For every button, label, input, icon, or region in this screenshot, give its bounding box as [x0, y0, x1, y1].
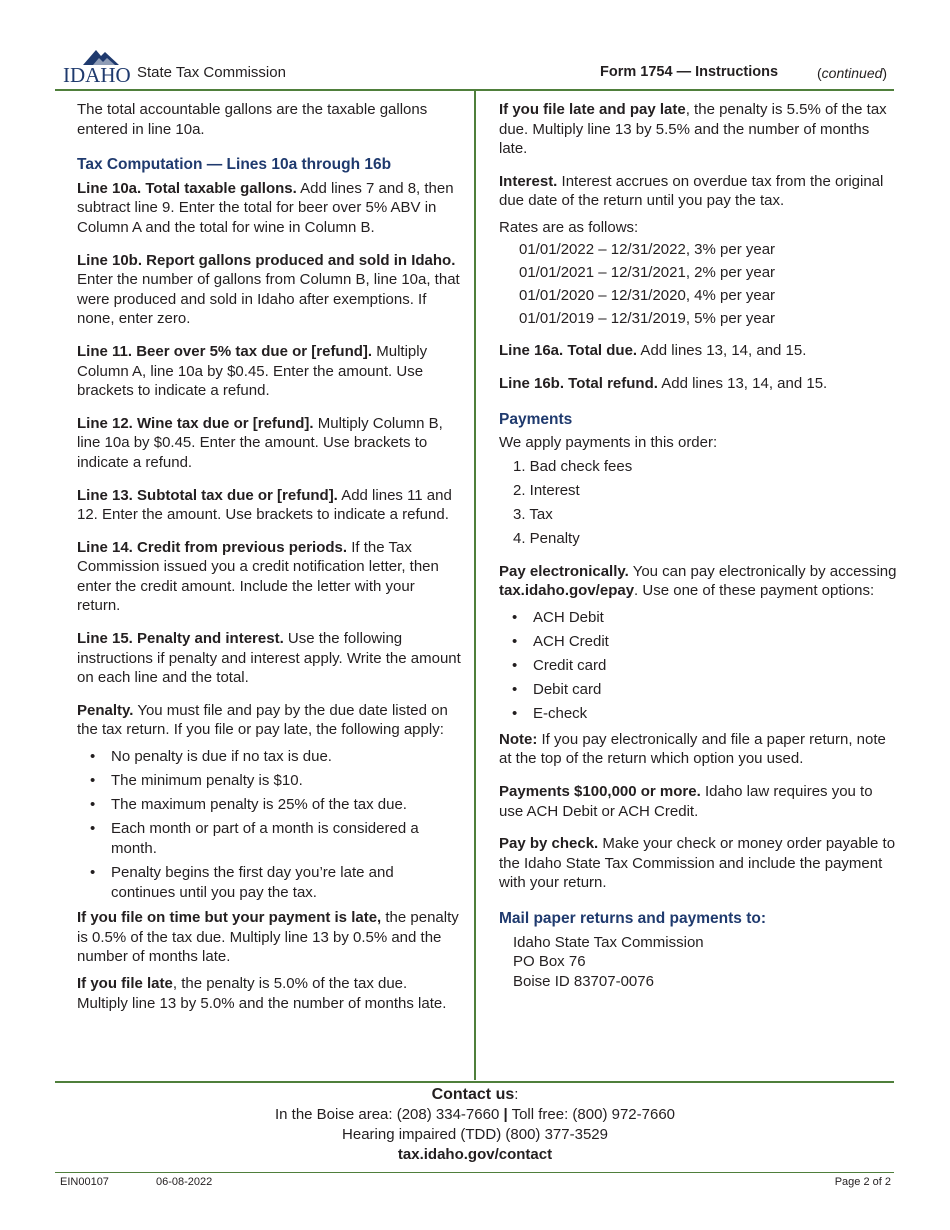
list-item: • E-check — [533, 704, 899, 724]
rate-row: 01/01/2021 – 12/31/2021, 2% per year — [519, 263, 776, 281]
list-item: • The maximum penalty is 25% of the tax due. — [111, 795, 462, 815]
list-item: • Penalty begins the first day you’re late and continues until you pay the tax. — [111, 863, 462, 902]
list-item: • Credit card — [533, 656, 899, 676]
list-item: • No penalty is due if no tax is due. — [111, 747, 462, 767]
note-paragraph: Note: If you pay electronically and file a paper return, note at the top of the return which option you used. — [499, 730, 886, 768]
bottom-rule — [55, 1081, 894, 1083]
line-16b: Line 16b. Total refund. Add lines 13, 14, and 15. — [499, 375, 828, 393]
file-and-pay-late: If you file late and pay late, the penalty is 5.5% of the tax due. Multiply line 13 by 5.5% and the number of months late. — [499, 101, 887, 158]
contact-phones: In the Boise area: (208) 334-7660 | Toll free: (800) 972-7660 — [274, 1106, 676, 1123]
payments-intro: We apply payments in this order: — [499, 434, 718, 452]
column-divider — [474, 90, 476, 1080]
tax-computation-heading: Tax Computation — Lines 10a through 16b — [77, 156, 392, 174]
page-header — [0, 0, 950, 90]
penalty-list — [77, 747, 462, 902]
contact-heading: Contact us: — [431, 1086, 519, 1103]
rates-intro: Rates are as follows: — [499, 218, 639, 236]
line-10a: Line 10a. Total taxable gallons. Add lines 7 and 8, then subtract line 9. Enter the total for beer over 5% ABV in Column A and the total for wine in Column B. — [77, 179, 454, 236]
epay-link: tax.idaho.gov/epay — [499, 582, 635, 600]
right-column — [499, 100, 899, 991]
ontime-late-payment: If you file on time but your payment is late, the penalty is 0.5% of the tax due. Multiply line 13 by 0.5% and the number of months late. — [77, 909, 459, 966]
continued-label: (continued) — [817, 65, 888, 81]
form-title: Form 1754 — Instructions — [600, 64, 779, 80]
mail-heading: Mail paper returns and payments to: — [499, 910, 766, 927]
payment-order-list — [499, 457, 899, 549]
line-12: Line 12. Wine tax due or [refund]. Multiply Column B, line 10a by $0.45. Enter the amount. Use brackets to indicate a refund. — [77, 414, 443, 471]
list-item: • ACH Credit — [533, 632, 899, 652]
list-item: • ACH Debit — [533, 608, 899, 628]
page-number: Page 2 of 2 — [834, 1176, 891, 1188]
rate-row: 01/01/2020 – 12/31/2020, 4% per year — [519, 286, 776, 304]
interest-paragraph: Interest. Interest accrues on overdue tax from the original due date of the return until you pay the tax. — [499, 172, 884, 210]
contact-block — [0, 1085, 950, 1165]
line-11: Line 11. Beer over 5% tax due or [refund]. Multiply Column A, line 10a by $0.45. Enter the amount. Use brackets to indicate a refund. — [77, 342, 428, 400]
left-column — [77, 100, 462, 1026]
pay-by-check: Pay by check. Make your check or money order payable to the Idaho State Tax Commission and include the payment with your return. — [499, 835, 896, 892]
idaho-logo — [63, 45, 143, 85]
payments-heading: Payments — [499, 410, 573, 428]
rates-list — [519, 240, 899, 329]
line-10b: Line 10b. Report gallons produced and sold in Idaho. Enter the number of gallons from Column B, line 10a, that were produced and sold in Idaho after exemptions. If none, enter zero. — [77, 251, 460, 328]
file-late: If you file late, the penalty is 5.0% of the tax due. Multiply line 13 by 5.0% and the number of months late. — [77, 974, 447, 1012]
list-item: • Each month or part of a month is considered a month. — [111, 819, 462, 858]
large-payments: Payments $100,000 or more. Idaho law requires you to use ACH Debit or ACH Credit. — [499, 783, 873, 820]
list-item: 3. Tax — [513, 506, 553, 523]
line-15: Line 15. Penalty and interest. Use the following instructions if penalty and interest apply. Write the amount on each line and the total. — [77, 630, 461, 687]
rate-row: 01/01/2019 – 12/31/2019, 5% per year — [519, 309, 776, 327]
list-item: 2. Interest — [513, 481, 580, 499]
agency-name: State Tax Commission — [137, 64, 286, 81]
penalty-paragraph: Penalty. You must file and pay by the due date listed on the tax return. If you file or pay late, the following apply: — [77, 701, 448, 739]
payment-options-list — [499, 608, 899, 724]
address-line: Idaho State Tax Commission — [513, 933, 704, 951]
pay-electronically: Pay electronically. You can pay electronically by accessing tax.idaho.gov/epay. Use one of these payment options: — [499, 562, 897, 600]
svg-text:IDAHO: IDAHO — [63, 63, 131, 85]
line-14: Line 14. Credit from previous periods. If the Tax Commission issued you a credit notification letter, then enter the credit amount. Include the letter with your return. — [77, 538, 439, 615]
footer-rule — [55, 1172, 894, 1173]
mailing-address — [513, 933, 899, 992]
list-item: • Debit card — [533, 680, 899, 700]
revision-date: 06-08-2022 — [156, 1176, 213, 1188]
address-line: Boise ID 83707-0076 — [513, 972, 654, 990]
line-13: Line 13. Subtotal tax due or [refund]. Add lines 11 and 12. Enter the amount. Use brackets to indicate a refund. — [77, 486, 452, 524]
line-16a: Line 16a. Total due. Add lines 13, 14, and 15. — [499, 342, 807, 360]
contact-link: tax.idaho.gov/contact — [397, 1146, 553, 1163]
address-line: PO Box 76 — [513, 953, 586, 971]
list-item: • The minimum penalty is $10. — [111, 771, 462, 791]
form-code: EIN00107 — [60, 1176, 109, 1188]
list-item: 4. Penalty — [513, 530, 580, 548]
contact-tdd: Hearing impaired (TDD) (800) 377-3529 — [342, 1126, 608, 1143]
rate-row: 01/01/2022 – 12/31/2022, 3% per year — [519, 240, 776, 258]
list-item: 1. Bad check fees — [513, 457, 633, 475]
intro-paragraph: The total accountable gallons are the taxable gallons entered in line 10a. — [77, 101, 428, 138]
